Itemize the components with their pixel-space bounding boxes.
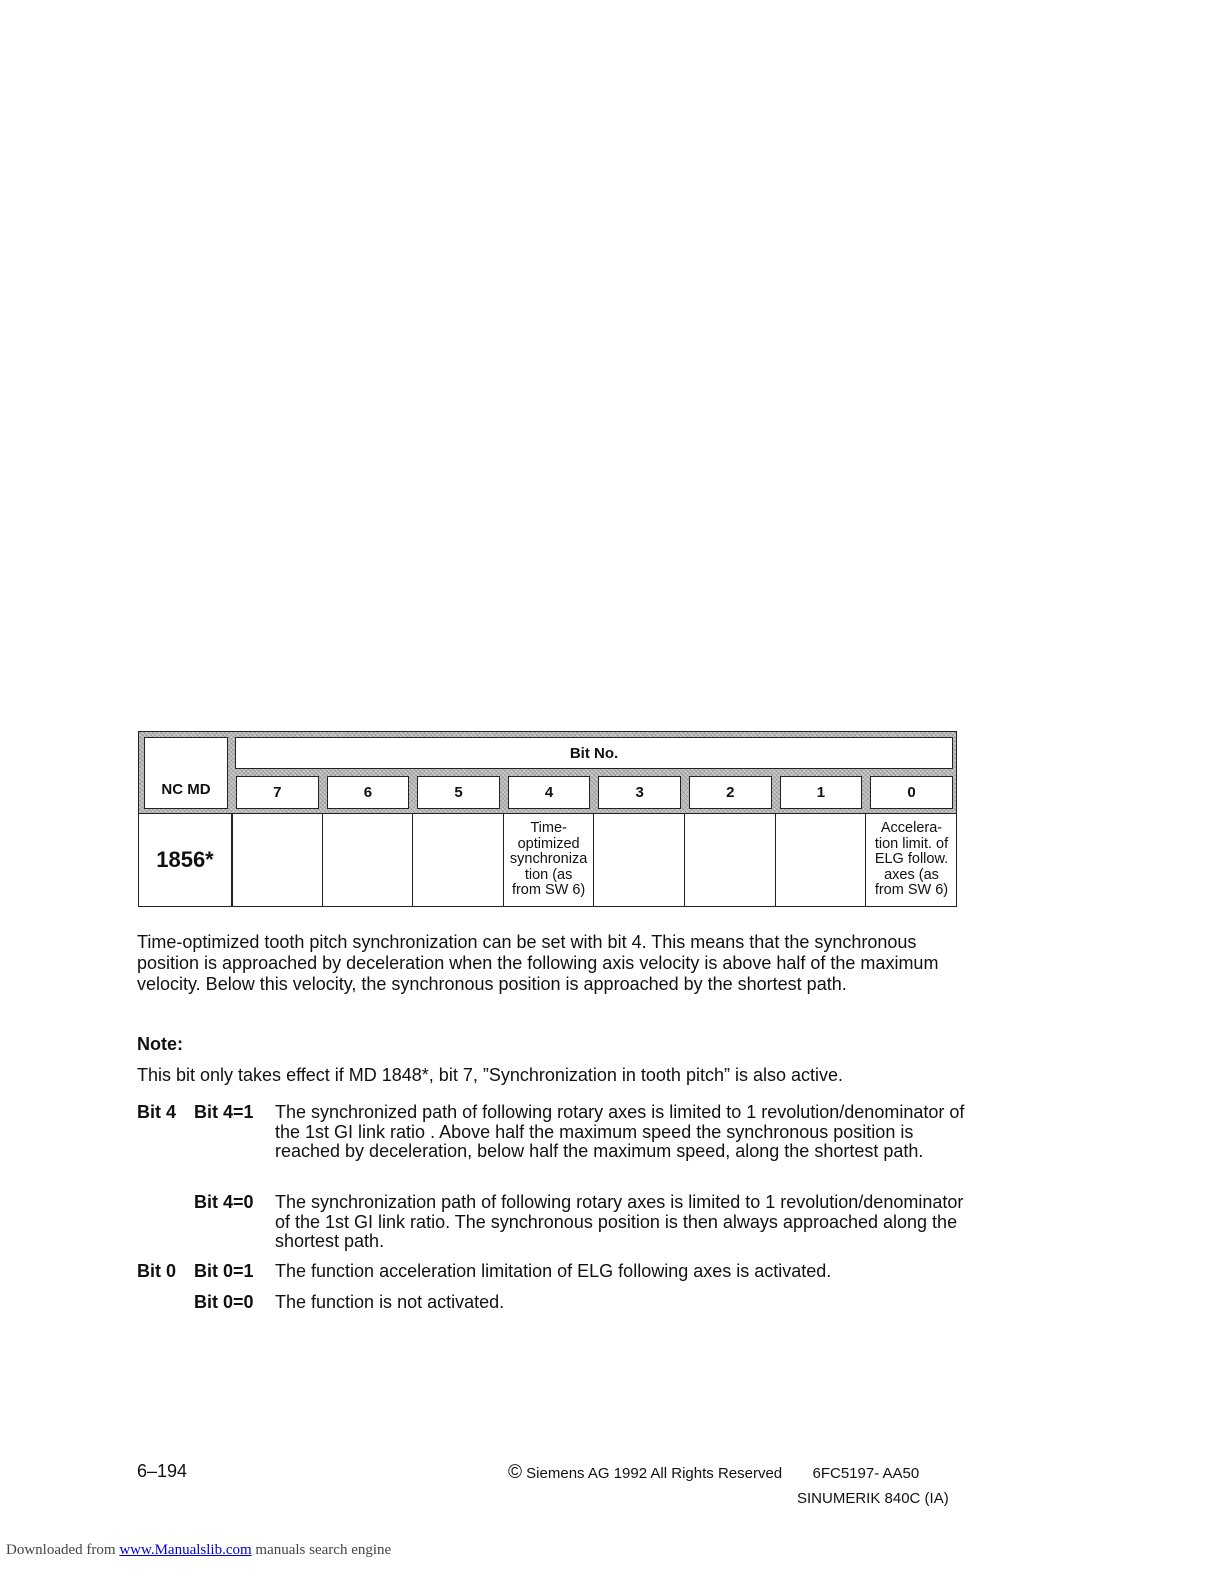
manualslib-link[interactable]: www.Manualslib.com (119, 1542, 252, 1558)
bit-description-6 (323, 814, 414, 906)
copyright-text: Siemens AG 1992 All Rights Reserved (526, 1465, 783, 1482)
definition-row (137, 1103, 967, 1183)
description-line: Time- (530, 820, 567, 837)
definition-text: The synchronized path of following rotary axes is limited to 1 revolution/denominator of the 1st GI link ratio . Above half the maximum speed the synchronous position is reached by deceleration, below half the maximum speed, along the shortest path. (275, 1102, 965, 1161)
description-line: optimized (517, 835, 580, 852)
note-heading: Note: (137, 1034, 183, 1054)
bit-header-6: 6 (327, 776, 410, 809)
bit-header-2: 2 (689, 776, 772, 809)
description-line: from SW 6) (874, 882, 949, 899)
nc-md-header (144, 737, 228, 809)
definition-text: The synchronization path of following rotary axes is limited to 1 revolution/denominator of the 1st GI link ratio. The synchronous position is then always approached along the shortest path. (275, 1192, 964, 1251)
description-line: axes (as (884, 866, 939, 883)
bit-header-7: 7 (236, 776, 319, 809)
bit-description-0 (866, 814, 957, 906)
note-text: This bit only takes effect if MD 1848*, bit 7, ”Synchronization in tooth pitch” is also active. (137, 1065, 844, 1085)
bit-description-1 (776, 814, 867, 906)
description-line: tion limit. of (874, 835, 949, 852)
bit-description-7 (232, 814, 323, 906)
description-line: synchroniza (509, 851, 588, 868)
bit-no-header (235, 737, 953, 769)
bit-header-0: 0 (870, 776, 953, 809)
definition-value: Bit 4=1 (194, 1102, 254, 1122)
definition-bit: Bit 0 (137, 1261, 177, 1281)
copyright-line (508, 1462, 919, 1484)
bit-header-1: 1 (780, 776, 863, 809)
definition-value: Bit 4=0 (194, 1192, 254, 1212)
definition-value: Bit 0=1 (194, 1261, 254, 1281)
description-line: ELG follow. (874, 851, 949, 868)
order-number: 6FC5197- AA50 (812, 1465, 920, 1482)
description-line: from SW 6) (511, 882, 586, 899)
definition-value: Bit 0=0 (194, 1292, 254, 1312)
bit-description-3 (594, 814, 685, 906)
description-line: tion (as (524, 866, 573, 883)
product-name: SINUMERIK 840C (IA) (797, 1490, 949, 1507)
bit-description-text (510, 821, 587, 899)
nc-md-label: NC MD (161, 781, 211, 798)
bit-description-5 (413, 814, 504, 906)
definition-text: The function acceleration limitation of ELG following axes is activated. (275, 1261, 832, 1281)
download-notice (6, 1542, 391, 1559)
md-number-cell (139, 814, 232, 906)
bit-header-5: 5 (417, 776, 500, 809)
md-number: 1856* (156, 847, 214, 872)
definition-row (137, 1293, 967, 1373)
bit-header-3: 3 (598, 776, 681, 809)
definition-bit: Bit 4 (137, 1102, 177, 1122)
download-suffix: manuals search engine (251, 1542, 392, 1558)
bit-description-4 (504, 814, 595, 906)
definition-text: The function is not activated. (275, 1292, 505, 1312)
intro-paragraph: Time-optimized tooth pitch synchronization can be set with bit 4. This means that the synchronous position is approached by deceleration when the following axis velocity is above half of the maximum velocity. Below this velocity, the synchronous position is approached by the shortest path. (137, 932, 939, 994)
bit-no-label: Bit No. (569, 744, 619, 762)
download-prefix: Downloaded from (6, 1542, 120, 1558)
machine-data-table (138, 731, 957, 907)
table-row (139, 813, 956, 906)
bit-description-text (875, 821, 948, 899)
bit-header-4: 4 (508, 776, 591, 809)
bit-description-2 (685, 814, 776, 906)
description-line: Accelera- (880, 820, 943, 837)
page-number: 6–194 (137, 1461, 188, 1481)
copyright-symbol: © (508, 1462, 522, 1483)
